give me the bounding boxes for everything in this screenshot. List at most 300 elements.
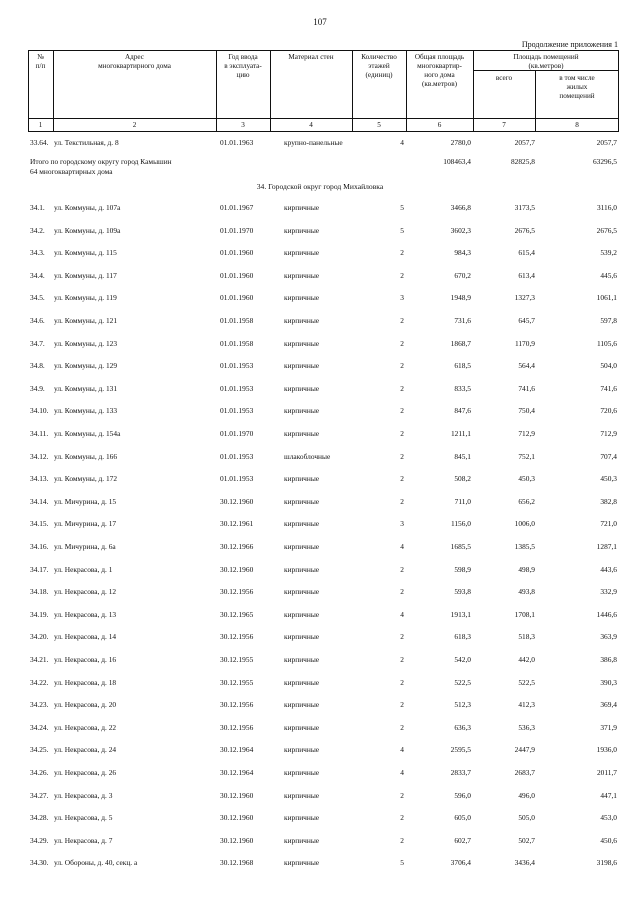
row-num: 34.14. xyxy=(30,496,49,506)
row-year: 30.12.1956 xyxy=(220,587,254,597)
row-num: 34.26. xyxy=(30,768,49,777)
row-year: 01.01.1953 xyxy=(220,474,254,484)
row-floors: 2 xyxy=(400,813,404,823)
row-premises-all: 1708,1 xyxy=(514,609,535,619)
row-material: кирпичные xyxy=(284,790,320,800)
row-premises-living: 707,4 xyxy=(600,451,617,461)
row-year: 30.12.1966 xyxy=(220,542,254,551)
row-address: ул. Коммуны, д. 129 xyxy=(54,361,118,371)
row-premises-all: 1327,3 xyxy=(514,293,535,303)
row-address: ул. Некрасова, д. 26 xyxy=(54,768,117,777)
row-premises-all: 2676,5 xyxy=(514,225,535,235)
row-total-area: 1868,7 xyxy=(450,338,471,348)
header-material: Материал стен xyxy=(288,53,334,61)
row-premises-living: 720,6 xyxy=(600,406,617,416)
row-num: 34.8. xyxy=(30,361,45,371)
table-row xyxy=(28,813,619,825)
row-material: кирпичные xyxy=(284,293,320,303)
row-year: 30.12.1960 xyxy=(220,564,254,574)
row-total-area: 2595,5 xyxy=(450,745,471,755)
row-material: кирпичные xyxy=(284,609,320,619)
row-premises-all: 522,5 xyxy=(518,677,535,687)
row-year: 30.12.1955 xyxy=(220,677,254,687)
header-floors: Количество этажей (единиц) xyxy=(361,53,397,79)
row-floors: 4 xyxy=(400,609,404,619)
row-address: ул. Мичурина, д. 6а xyxy=(54,542,116,551)
row-address: ул. Коммуны, д. 119 xyxy=(54,293,117,303)
row-total-area: 847,6 xyxy=(454,406,471,416)
row-material: крупно-панельные xyxy=(284,138,343,147)
row-premises-living: 3116,0 xyxy=(596,203,617,212)
row-year: 30.12.1956 xyxy=(220,632,254,642)
row-material: кирпичные xyxy=(284,474,320,484)
row-premises-all: 750,4 xyxy=(518,406,535,416)
row-total-area: 1913,1 xyxy=(450,609,471,619)
row-premises-all: 3173,5 xyxy=(514,203,535,212)
row-premises-living: 741,6 xyxy=(600,383,617,393)
row-material: кирпичные xyxy=(284,632,320,642)
row-premises-living: 453,0 xyxy=(600,813,617,823)
header-index: 7 xyxy=(502,121,506,129)
row-total-area: 618,5 xyxy=(454,361,471,371)
table-row xyxy=(28,565,619,577)
row-premises-all: 615,4 xyxy=(518,248,535,258)
row-floors: 4 xyxy=(400,768,404,777)
row-address: ул. Коммуны, д. 121 xyxy=(54,316,118,325)
row-address: ул. Некрасова, д. 18 xyxy=(54,677,117,687)
row-floors: 5 xyxy=(400,203,404,212)
table-row xyxy=(28,610,619,622)
row-material: кирпичные xyxy=(284,316,320,325)
row-floors: 2 xyxy=(400,790,404,800)
row-address: ул. Некрасова, д. 16 xyxy=(54,655,117,664)
row-num: 34.21. xyxy=(30,655,49,664)
row-total-area: 598,9 xyxy=(454,564,471,574)
row-floors: 2 xyxy=(400,564,404,574)
row-premises-all: 496,0 xyxy=(518,790,535,800)
total-area: 108463,4 xyxy=(443,157,471,166)
row-total-area: 711,0 xyxy=(454,496,471,506)
row-year: 30.12.1960 xyxy=(220,813,254,823)
total-premises-living: 63296,5 xyxy=(592,157,617,166)
row-total-area: 602,7 xyxy=(454,835,471,845)
row-total-area: 1211,1 xyxy=(450,429,471,438)
row-address: ул. Некрасова, д. 13 xyxy=(54,609,117,619)
row-premises-living: 1446,6 xyxy=(596,609,617,619)
row-floors: 2 xyxy=(400,632,404,642)
row-premises-all: 518,3 xyxy=(518,632,535,642)
row-material: кирпичные xyxy=(284,406,320,416)
row-num: 34.17. xyxy=(30,564,49,574)
row-year: 01.01.1958 xyxy=(220,338,254,348)
page-number: 107 xyxy=(313,17,327,27)
row-num: 34.11. xyxy=(30,429,49,438)
row-floors: 2 xyxy=(400,451,404,461)
row-floors: 2 xyxy=(400,429,404,438)
row-premises-living: 2057,7 xyxy=(596,138,617,147)
row-floors: 2 xyxy=(400,338,404,348)
row-premises-all: 712,9 xyxy=(518,429,535,438)
row-material: кирпичные xyxy=(284,429,320,438)
table-row xyxy=(28,271,619,283)
table-row xyxy=(28,791,619,803)
row-floors: 4 xyxy=(400,542,404,551)
row-floors: 2 xyxy=(400,270,404,280)
row-address: ул. Обороны, д. 40, секц. а xyxy=(54,858,138,868)
row-premises-living: 1061,1 xyxy=(596,293,617,303)
row-floors: 2 xyxy=(400,361,404,371)
row-floors: 2 xyxy=(400,474,404,484)
row-address: ул. Коммуны, д. 107а xyxy=(54,203,121,212)
row-premises-living: 443,6 xyxy=(600,564,617,574)
row-premises-all: 613,4 xyxy=(518,270,535,280)
row-total-area: 3706,4 xyxy=(450,858,471,868)
row-total-area: 508,2 xyxy=(454,474,471,484)
row-total-area: 670,2 xyxy=(454,270,471,280)
row-material: шлакоблочные xyxy=(284,451,331,461)
table-row xyxy=(28,452,619,464)
row-premises-living: 386,8 xyxy=(600,655,617,664)
row-premises-living: 721,0 xyxy=(600,519,617,529)
row-premises-all: 442,0 xyxy=(518,655,535,664)
row-num: 34.3. xyxy=(30,248,45,258)
row-premises-living: 2676,5 xyxy=(596,225,617,235)
row-year: 30.12.1961 xyxy=(220,519,254,529)
row-address: ул. Мичурина, д. 17 xyxy=(54,519,117,529)
row-address: ул. Некрасова, д. 7 xyxy=(54,835,113,845)
row-total-area: 605,0 xyxy=(454,813,471,823)
table-row xyxy=(28,587,619,599)
row-year: 30.12.1960 xyxy=(220,835,254,845)
row-num: 34.29. xyxy=(30,835,49,845)
row-premises-living: 447,1 xyxy=(600,790,617,800)
row-premises-living: 445,6 xyxy=(600,270,617,280)
row-total-area: 1685,5 xyxy=(450,542,471,551)
row-premises-living: 332,9 xyxy=(600,587,617,597)
row-address: ул. Некрасова, д. 14 xyxy=(54,632,117,642)
table-row xyxy=(28,542,619,554)
row-floors: 2 xyxy=(400,677,404,687)
row-material: кирпичные xyxy=(284,745,320,755)
row-total-area: 2833,7 xyxy=(450,768,471,777)
table-row xyxy=(28,429,619,441)
row-address: ул. Некрасова, д. 5 xyxy=(54,813,113,823)
row-address: ул. Коммуны, д. 115 xyxy=(54,248,117,258)
row-address: ул. Коммуны, д. 109а xyxy=(54,225,121,235)
row-year: 01.01.1953 xyxy=(220,451,254,461)
row-material: кирпичные xyxy=(284,655,320,664)
header-index: 2 xyxy=(132,121,137,129)
row-material: кирпичные xyxy=(284,496,320,506)
row-year: 01.01.1960 xyxy=(220,248,254,258)
row-premises-living: 371,9 xyxy=(600,722,617,732)
row-premises-all: 502,7 xyxy=(518,835,535,845)
row-address: ул. Коммуны, д. 154а xyxy=(54,429,121,438)
table-row xyxy=(28,858,619,870)
table-row xyxy=(28,497,619,509)
row-total-area: 512,3 xyxy=(454,700,471,710)
section-title: 34. Городской округ город Михайловка xyxy=(256,182,384,191)
row-num: 34.15. xyxy=(30,519,49,529)
row-floors: 2 xyxy=(400,316,404,325)
row-premises-living: 363,9 xyxy=(600,632,617,642)
row-year: 01.01.1953 xyxy=(220,406,254,416)
row-material: кирпичные xyxy=(284,248,320,258)
row-floors: 5 xyxy=(400,225,404,235)
row-address: ул. Некрасова, д. 20 xyxy=(54,700,117,710)
row-premises-living: 1287,1 xyxy=(596,542,617,551)
table-row xyxy=(28,316,619,328)
row-floors: 2 xyxy=(400,406,404,416)
row-premises-all: 505,0 xyxy=(518,813,535,823)
row-premises-all: 450,3 xyxy=(518,474,535,484)
row-year: 01.01.1953 xyxy=(220,361,254,371)
row-premises-living: 712,9 xyxy=(600,429,617,438)
row-num: 34.25. xyxy=(30,745,49,755)
row-premises-all: 536,3 xyxy=(518,722,535,732)
row-total-area: 522,5 xyxy=(454,677,471,687)
row-floors: 2 xyxy=(400,655,404,664)
row-address: ул. Некрасова, д. 3 xyxy=(54,790,113,800)
row-num: 34.22. xyxy=(30,677,49,687)
row-material: кирпичные xyxy=(284,700,320,710)
row-floors: 2 xyxy=(400,835,404,845)
table-row xyxy=(28,406,619,418)
table-row xyxy=(28,655,619,667)
table-header xyxy=(28,50,619,132)
row-year: 30.12.1968 xyxy=(220,858,254,868)
continuation-note: Продолжение приложения 1 xyxy=(521,40,618,49)
row-num: 34.4. xyxy=(30,270,45,280)
header-year: Год ввода в эксплуата- цию xyxy=(224,53,262,79)
row-num: 34.27. xyxy=(30,790,49,800)
row-total-area: 3466,8 xyxy=(450,203,471,212)
row-num: 34.24. xyxy=(30,722,49,732)
row-total-area: 542,0 xyxy=(454,655,471,664)
row-material: кирпичные xyxy=(284,677,320,687)
row-num: 34.20. xyxy=(30,632,49,642)
row-premises-all: 412,3 xyxy=(518,700,535,710)
row-floors: 2 xyxy=(400,722,404,732)
row-total-area: 3602,3 xyxy=(450,225,471,235)
row-num: 34.9. xyxy=(30,383,45,393)
row-material: кирпичные xyxy=(284,768,320,777)
row-material: кирпичные xyxy=(284,270,320,280)
row-floors: 5 xyxy=(400,858,404,868)
row-floors: 4 xyxy=(400,745,404,755)
table-row xyxy=(28,678,619,690)
row-premises-all: 1170,9 xyxy=(514,338,535,348)
total-premises-all: 82825,8 xyxy=(510,157,535,166)
row-address: ул. Некрасова, д. 12 xyxy=(54,587,117,597)
row-total-area: 636,3 xyxy=(454,722,471,732)
row-total-area: 593,8 xyxy=(454,587,471,597)
row-floors: 2 xyxy=(400,248,404,258)
row-num: 34.7. xyxy=(30,338,45,348)
header-index: 8 xyxy=(575,121,579,129)
row-material: кирпичные xyxy=(284,203,320,212)
row-total-area: 731,6 xyxy=(454,316,471,325)
row-address: ул. Некрасова, д. 22 xyxy=(54,722,117,732)
row-address: ул. Мичурина, д. 15 xyxy=(54,496,117,506)
row-num: 34.23. xyxy=(30,700,49,710)
row-total-area: 833,5 xyxy=(454,383,471,393)
row-premises-living: 2011,7 xyxy=(596,768,617,777)
table-row xyxy=(28,519,619,531)
row-num: 34.16. xyxy=(30,542,49,551)
table-row xyxy=(28,700,619,712)
row-premises-all: 1385,5 xyxy=(514,542,535,551)
header-index: 4 xyxy=(309,121,313,129)
row-year: 01.01.1958 xyxy=(220,316,254,325)
row-premises-living: 382,8 xyxy=(600,496,617,506)
table-row xyxy=(28,293,619,305)
table-row xyxy=(28,723,619,735)
row-address: ул. Коммуны, д. 131 xyxy=(54,383,118,393)
row-floors: 2 xyxy=(400,587,404,597)
row-year: 01.01.1960 xyxy=(220,270,254,280)
row-total-area: 984,3 xyxy=(454,248,471,258)
row-year: 30.12.1960 xyxy=(220,790,254,800)
row-num: 34.1. xyxy=(30,203,45,212)
row-premises-all: 493,8 xyxy=(518,587,535,597)
header-total-area: Общая площадь многоквартир- ного дома (кв.метров) xyxy=(414,53,465,88)
row-material: кирпичные xyxy=(284,361,320,371)
row-total-area: 618,3 xyxy=(454,632,471,642)
header-index: 1 xyxy=(38,121,43,129)
row-year: 01.01.1960 xyxy=(220,293,254,303)
row-address: ул. Коммуны, д. 123 xyxy=(54,338,118,348)
row-premises-all: 2447,9 xyxy=(514,745,535,755)
row-premises-living: 369,4 xyxy=(600,700,617,710)
row-address: ул. Коммуны, д. 172 xyxy=(54,474,118,484)
row-num: 34.12. xyxy=(30,451,49,461)
row-premises-living: 539,2 xyxy=(600,248,617,258)
row-material: кирпичные xyxy=(284,225,320,235)
row-premises-all: 3436,4 xyxy=(514,858,535,868)
row-year: 01.01.1963 xyxy=(220,138,254,147)
table-row xyxy=(28,745,619,757)
row-year: 30.12.1964 xyxy=(220,745,254,755)
row-year: 30.12.1955 xyxy=(220,655,254,664)
row-total-area: 1156,0 xyxy=(450,519,471,529)
row-year: 30.12.1956 xyxy=(220,700,254,710)
row-address: ул. Некрасова, д. 24 xyxy=(54,745,117,755)
header-index: 6 xyxy=(437,121,442,129)
row-premises-all: 564,4 xyxy=(518,361,535,371)
row-year: 01.01.1953 xyxy=(220,383,254,393)
row-total-area: 1948,9 xyxy=(450,293,471,303)
row-year: 01.01.1970 xyxy=(220,225,254,235)
row-premises-all: 656,2 xyxy=(518,496,535,506)
row-floors: 2 xyxy=(400,496,404,506)
row-year: 30.12.1960 xyxy=(220,496,254,506)
row-premises-all: 1006,0 xyxy=(514,519,535,529)
row-num: 34.6. xyxy=(30,316,45,325)
row-address: ул. Коммуны, д. 166 xyxy=(54,451,118,461)
row-floors: 3 xyxy=(400,519,404,529)
row-premises-living: 390,3 xyxy=(600,677,617,687)
row-premises-all: 2683,7 xyxy=(514,768,535,777)
row-num: 34.13. xyxy=(30,474,49,484)
row-floors: 4 xyxy=(400,138,404,147)
row-material: кирпичные xyxy=(284,587,320,597)
row-address: ул. Некрасова, д. 1 xyxy=(54,564,113,574)
table-row xyxy=(28,339,619,351)
table-row xyxy=(28,632,619,644)
row-num: 34.19. xyxy=(30,609,49,619)
header-all: всего xyxy=(495,74,513,82)
row-floors: 2 xyxy=(400,383,404,393)
row-premises-living: 3198,6 xyxy=(596,858,617,868)
row-year: 30.12.1965 xyxy=(220,609,254,619)
row-total-area: 845,1 xyxy=(454,451,471,461)
row-material: кирпичные xyxy=(284,383,320,393)
row-material: кирпичные xyxy=(284,338,320,348)
row-year: 01.01.1970 xyxy=(220,429,254,438)
row-year: 01.01.1967 xyxy=(220,203,254,212)
row-premises-all: 498,9 xyxy=(518,564,535,574)
row-material: кирпичные xyxy=(284,722,320,732)
row-year: 30.12.1956 xyxy=(220,722,254,732)
row-premises-living: 1105,6 xyxy=(596,338,617,348)
row-premises-living: 450,3 xyxy=(600,474,617,484)
table-row xyxy=(28,138,619,150)
row-num: 34.28. xyxy=(30,813,49,823)
row-premises-living: 450,6 xyxy=(600,835,617,845)
row-address: ул. Коммуны, д. 117 xyxy=(54,270,117,280)
table-row xyxy=(28,384,619,396)
table-row xyxy=(28,248,619,260)
row-num: 34.5. xyxy=(30,293,45,303)
row-material: кирпичные xyxy=(284,835,320,845)
row-material: кирпичные xyxy=(284,564,320,574)
row-total-area: 2780,0 xyxy=(450,138,471,147)
row-num: 34.30. xyxy=(30,858,49,868)
row-material: кирпичные xyxy=(284,542,320,551)
row-material: кирпичные xyxy=(284,519,320,529)
row-premises-all: 645,7 xyxy=(518,316,535,325)
total-label: Итого по городскому округу город Камышин 64 многоквартирных дома xyxy=(30,157,172,176)
row-material: кирпичные xyxy=(284,813,320,823)
row-floors: 2 xyxy=(400,700,404,710)
row-premises-living: 504,0 xyxy=(600,361,617,371)
row-year: 30.12.1964 xyxy=(220,768,254,777)
row-num: 33.64. xyxy=(30,138,49,147)
header-address: Адрес многоквартирного дома xyxy=(98,53,171,70)
row-material: кирпичные xyxy=(284,858,320,868)
row-num: 34.18. xyxy=(30,587,49,597)
table-row xyxy=(28,203,619,215)
row-premises-all: 741,6 xyxy=(518,383,535,393)
row-num: 34.10. xyxy=(30,406,49,416)
row-premises-all: 752,1 xyxy=(518,451,535,461)
header-index: 3 xyxy=(241,121,245,129)
row-floors: 3 xyxy=(400,293,404,303)
row-premises-all: 2057,7 xyxy=(514,138,535,147)
row-num: 34.2. xyxy=(30,225,45,235)
table-row xyxy=(28,226,619,238)
header-living: в том числе жилых помещений xyxy=(559,74,595,100)
table-row xyxy=(28,474,619,486)
table-row xyxy=(28,836,619,848)
header-index: 5 xyxy=(377,121,381,129)
row-address: ул. Коммуны, д. 133 xyxy=(54,406,118,416)
row-premises-living: 597,8 xyxy=(600,316,617,325)
row-total-area: 596,0 xyxy=(454,790,471,800)
header-premises: Площадь помещений (кв.метров) xyxy=(513,53,579,70)
table-row xyxy=(28,361,619,373)
